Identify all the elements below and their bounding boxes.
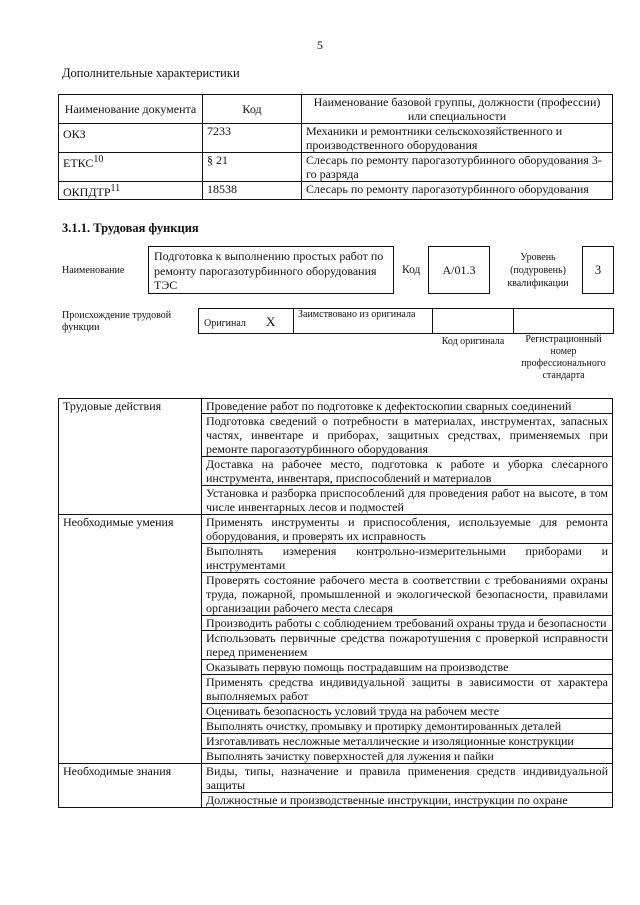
item-cell: Подготовка сведений о потребности в материалах, инструментах, запасных частях, инвентаре и приборах, защитных средствах, применяемых при ремонте парогазотурбинного оборудования: [202, 414, 613, 457]
item-cell: Проверять состояние рабочего места в соответствии с требованиями охраны труда, пожарной, промышленной и экологической безопасности, правилами организации рабочего места слесаря: [202, 573, 613, 616]
item-cell: Выполнять зачистку поверхностей для лужения и пайки: [202, 749, 613, 764]
qualification-level-value: 3: [582, 246, 614, 294]
function-name-value: Подготовка к выполнению простых работ по ремонту парогазотурбинного оборудования ТЭС: [148, 246, 394, 294]
doc-name: ОКЗ: [63, 127, 86, 141]
item-cell: Использовать первичные средства пожаротушения с проверкой исправности перед применением: [202, 631, 613, 660]
header-document: Наименование документа: [59, 95, 203, 124]
table-row: [59, 182, 613, 200]
doc-cell: [59, 124, 203, 153]
item-cell: Доставка на рабочее место, подготовка к работе и уборка слесарного инструмента, инвентаря, приспособлений и материалов: [202, 457, 613, 486]
table-row: [59, 515, 613, 544]
category-cell: Необходимые умения: [59, 515, 202, 764]
footnote-ref: 10: [93, 154, 104, 165]
item-cell: Оказывать первую помощь пострадавшим на производстве: [202, 660, 613, 675]
header-group-name: Наименование базовой группы, должности (профессии) или специальности: [302, 95, 613, 124]
code-original-label: Код оригинала: [441, 336, 505, 347]
group-name-cell: Слесарь по ремонту парогазотурбинного оборудования 3-го разряда: [302, 153, 613, 182]
item-cell: Выполнять очистку, промывку и протирку демонтированных деталей: [202, 719, 613, 734]
code-cell: 7233: [203, 124, 302, 153]
item-cell: Применять инструменты и приспособления, используемые для ремонта оборудования, и проверять их исправность: [202, 515, 613, 544]
item-cell: Установка и разборка приспособлений для проведения работ на высоте, в том числе инвентарных лесов и подмостей: [202, 486, 613, 515]
additional-heading: Дополнительные характеристики: [62, 66, 240, 80]
doc-name: ЕТКС: [63, 156, 94, 170]
origin-reg-number-cell: [513, 308, 614, 334]
function-name-label: Наименование: [62, 265, 125, 276]
original-mark: X: [266, 314, 276, 329]
table-row: [59, 764, 613, 793]
table-header-row: [59, 95, 613, 124]
group-name-cell: Механики и ремонтники сельскохозяйственного и производственного оборудования: [302, 124, 613, 153]
function-code-label: Код: [402, 264, 421, 276]
function-code-value: A/01.3: [428, 246, 490, 294]
item-cell: Должностные и производственные инструкции, инструкции по охране: [202, 793, 613, 808]
item-cell: Выполнять измерения контрольно-измерительными приборами и инструментами: [202, 544, 613, 573]
item-cell: Виды, типы, назначение и правила применения средств индивидуальной защиты: [202, 764, 613, 793]
original-label: Оригинал: [204, 318, 246, 329]
code-cell: 18538: [203, 182, 302, 200]
doc-name: ОКПДТР: [63, 185, 111, 199]
origin-label: Происхождение трудовой функции: [62, 310, 172, 333]
function-heading: 3.1.1. Трудовая функция: [62, 221, 199, 235]
item-cell: Применять средства индивидуальной защиты в зависимости от характера выполняемых работ: [202, 675, 613, 704]
category-cell: Трудовые действия: [59, 399, 202, 515]
category-cell: Необходимые знания: [59, 764, 202, 808]
doc-cell: [59, 182, 203, 200]
table-row: [59, 124, 613, 153]
item-cell: Производить работы с соблюдением требований охраны труда и безопасности: [202, 616, 613, 631]
footnote-ref: 11: [110, 183, 121, 194]
table-row: [59, 153, 613, 182]
item-cell: Оценивать безопасность условий труда на рабочем месте: [202, 704, 613, 719]
code-cell: § 21: [203, 153, 302, 182]
qualification-level-label: Уровень (подуровень) квалификации: [507, 252, 569, 289]
table-row: [59, 399, 613, 414]
borrowed-label: Заимствовано из оригинала: [298, 309, 416, 320]
details-table: [58, 398, 613, 808]
header-code: Код: [203, 95, 302, 124]
reg-number-label: Регистрационный номер профессионального стандарта: [521, 334, 606, 381]
item-cell: Проведение работ по подготовке к дефектоскопии сварных соединений: [202, 399, 613, 414]
additional-table: [58, 94, 613, 200]
doc-cell: [59, 153, 203, 182]
origin-code-cell: [432, 308, 514, 334]
item-cell: Изготавливать несложные металлические и изоляционные конструкции: [202, 734, 613, 749]
group-name-cell: Слесарь по ремонту парогазотурбинного оборудования: [302, 182, 613, 200]
page-number: 5: [317, 38, 323, 52]
